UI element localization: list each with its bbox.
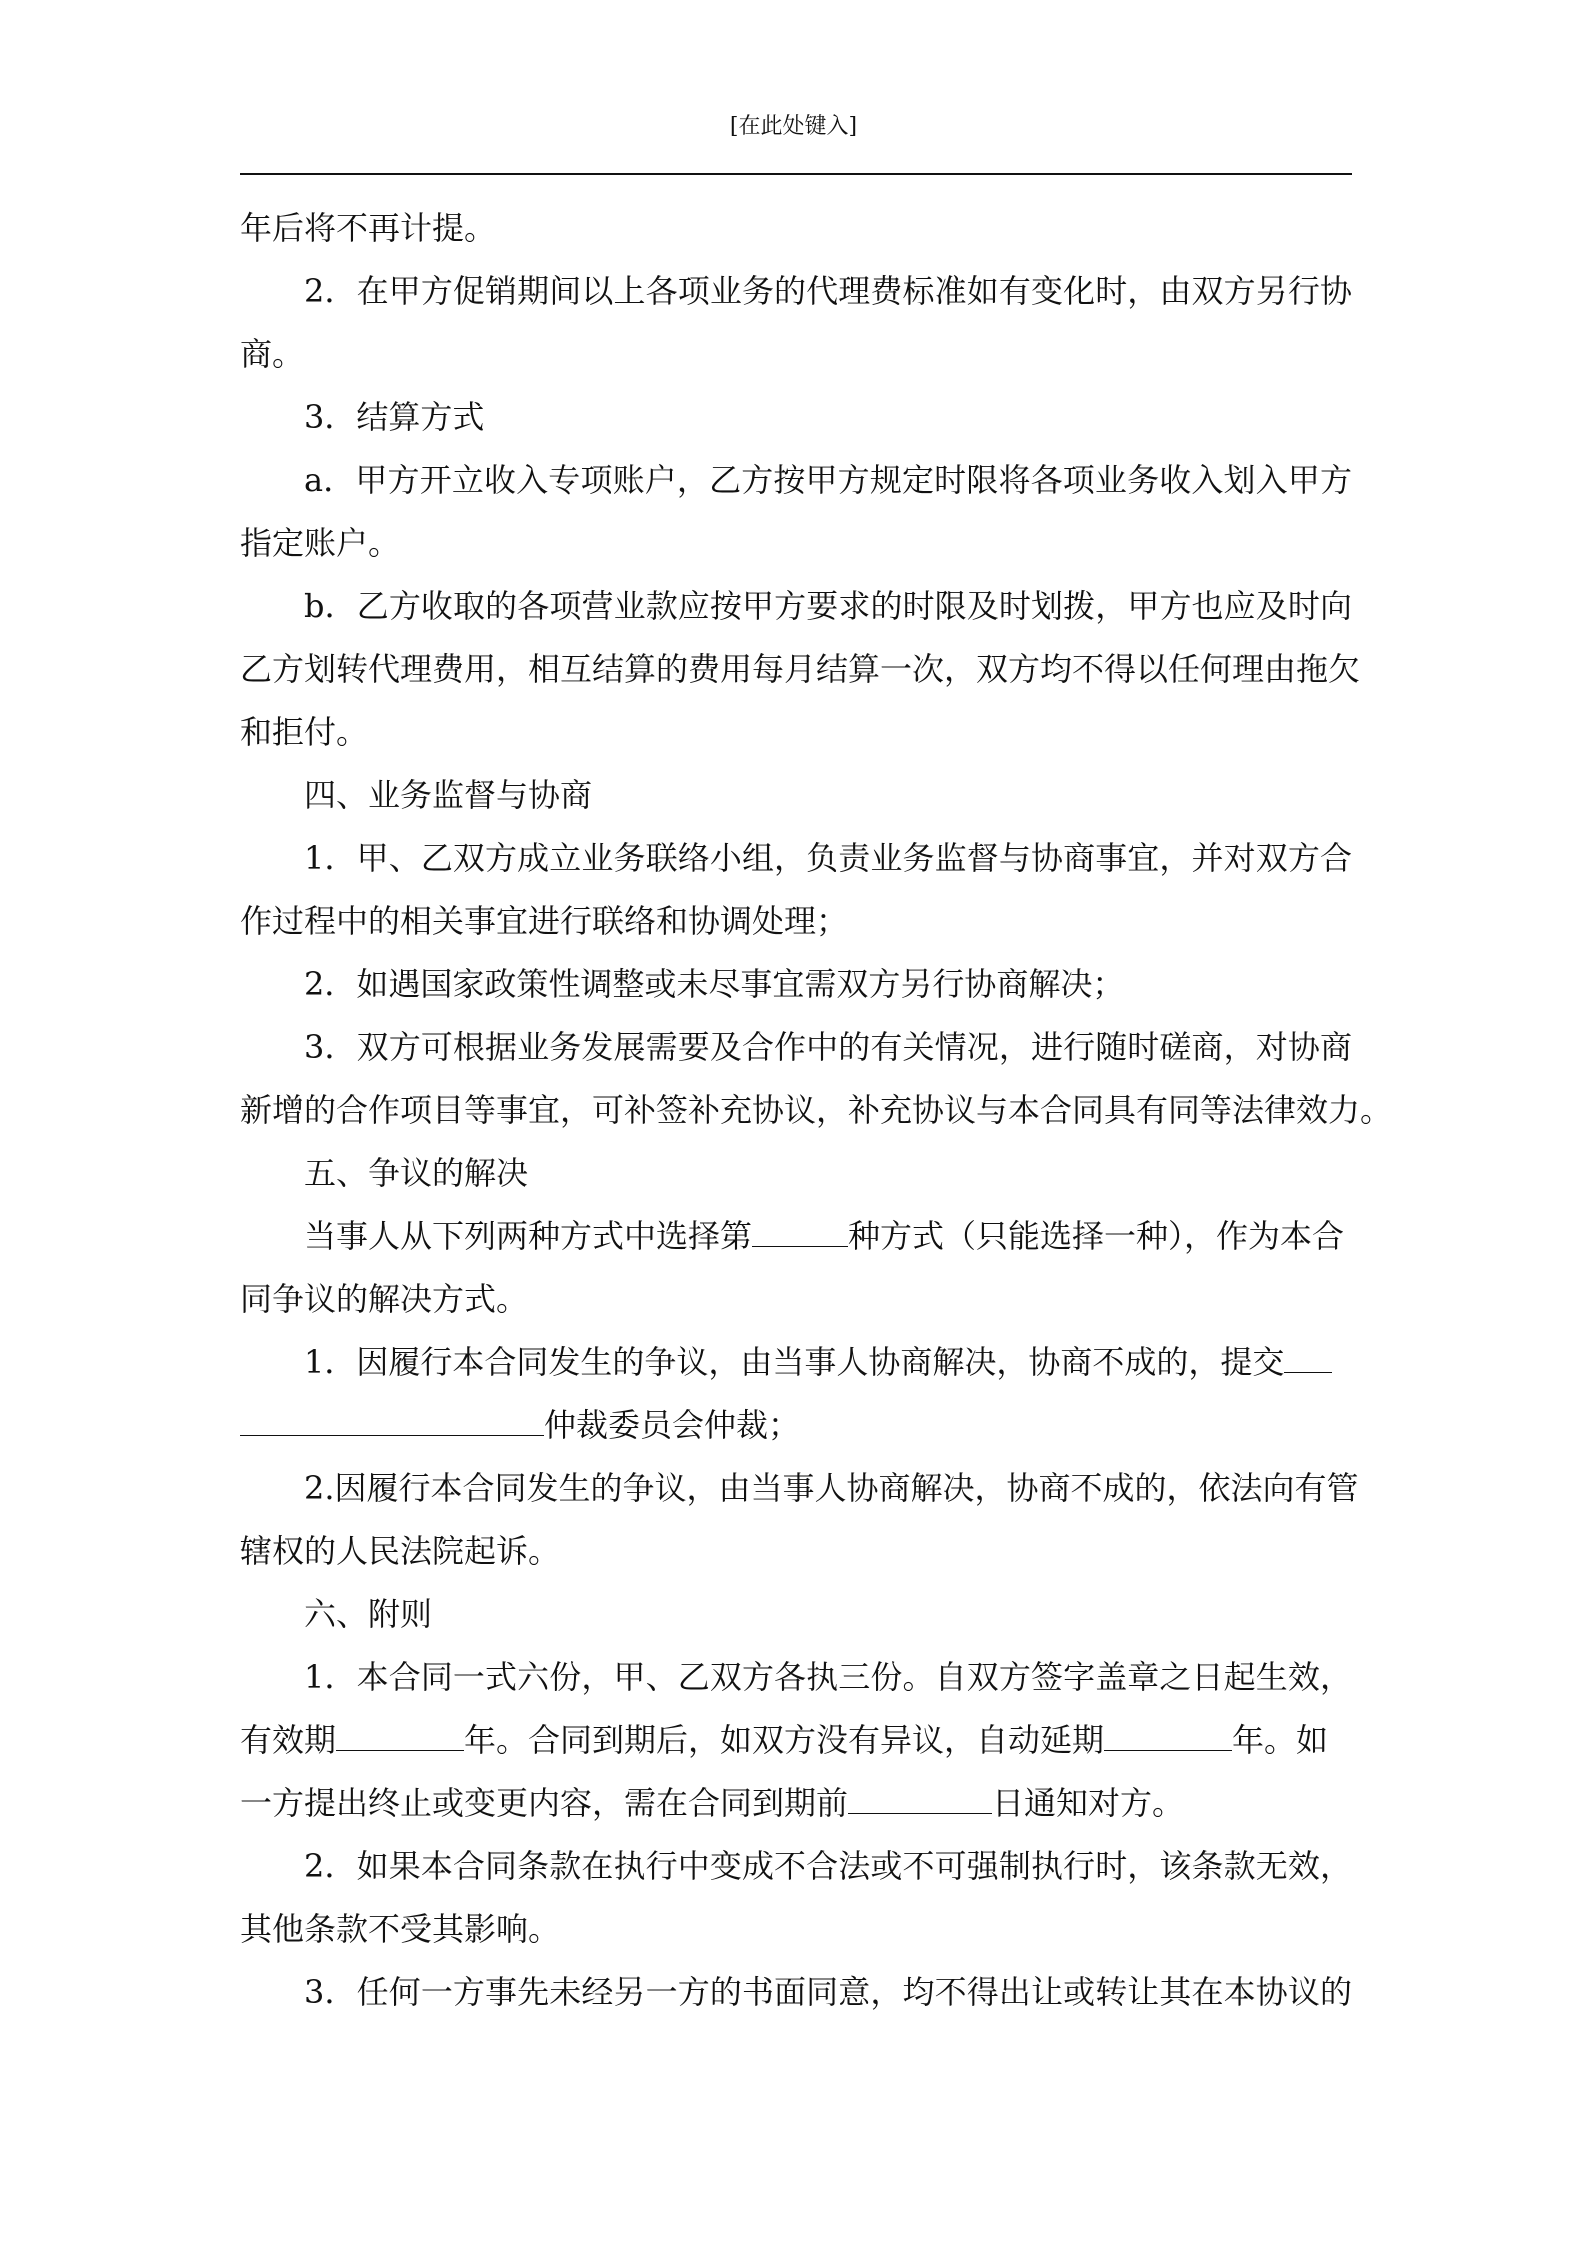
body-line: 同争议的解决方式。 [240,1280,529,1318]
body-line: 新增的合作项目等事宜，可补签补充协议，补充协议与本合同具有同等法律效力。 [240,1091,1393,1129]
body-line: 2．如遇国家政策性调整或未尽事宜需双方另行协商解决； [304,965,1125,1003]
line-text: 当事人从下列两种方式中选择第 [304,1217,753,1255]
blank-field [240,1405,544,1436]
section-heading: 五、争议的解决 [304,1154,529,1192]
blank-field [336,1720,464,1751]
body-line: 3．结算方式 [304,398,485,436]
line-text: 有效期 [240,1721,337,1759]
header-rule [240,173,1352,175]
body-line [240,1783,1352,1823]
body-line: 2.因履行本合同发生的争议，由当事人协商解决，协商不成的，依法向有管 [304,1469,1359,1507]
line-text: 种方式（只能选择一种），作为本合 [848,1217,1345,1255]
line-text: 日通知对方。 [992,1784,1185,1822]
body-line: 2．在甲方促销期间以上各项业务的代理费标准如有变化时，由双方另行协 [304,272,1352,310]
line-text: 仲裁委员会仲裁； [544,1406,801,1444]
blank-field [1284,1342,1332,1373]
body-line [304,1342,1352,1382]
body-line: 其他条款不受其影响。 [240,1910,561,1948]
body-line [304,1216,1352,1256]
body-line: 3．双方可根据业务发展需要及合作中的有关情况，进行随时磋商，对协商 [304,1028,1352,1066]
blank-field [752,1216,848,1247]
body-line: 商。 [240,335,305,373]
body-line: 年后将不再计提。 [240,209,497,247]
body-line: a．甲方开立收入专项账户，乙方按甲方规定时限将各项业务收入划入甲方 [304,461,1352,499]
body-line: 3．任何一方事先未经另一方的书面同意，均不得出让或转让其在本协议的 [304,1973,1352,2011]
body-line: 辖权的人民法院起诉。 [240,1532,561,1570]
page-header: [在此处键入] [729,114,858,139]
line-text: 年。合同到期后，如双方没有异议，自动延期 [464,1721,1105,1759]
body-line: 2．如果本合同条款在执行中变成不合法或不可强制执行时，该条款无效， [304,1847,1352,1885]
line-text: 1．因履行本合同发生的争议，由当事人协商解决，协商不成的，提交 [304,1343,1285,1381]
body-line: 乙方划转代理费用，相互结算的费用每月结算一次，双方均不得以任何理由拖欠 [240,650,1361,688]
body-line: 1．本合同一式六份，甲、乙双方各执三份。自双方签字盖章之日起生效， [304,1658,1352,1696]
body-line: 作过程中的相关事宜进行联络和协调处理； [240,902,849,940]
body-line: 1．甲、乙双方成立业务联络小组，负责业务监督与协商事宜，并对双方合 [304,839,1352,877]
section-heading: 四、业务监督与协商 [304,776,593,814]
line-text: 一方提出终止或变更内容，需在合同到期前 [240,1784,849,1822]
line-text: 年。如 [1232,1721,1329,1759]
body-line [240,1720,1352,1760]
body-line: 指定账户。 [240,524,401,562]
body-line: 和拒付。 [240,713,369,751]
body-line [240,1405,1352,1445]
blank-field [1104,1720,1232,1751]
section-heading: 六、附则 [304,1595,433,1633]
body-line: b．乙方收取的各项营业款应按甲方要求的时限及时划拨，甲方也应及时向 [304,587,1352,625]
blank-field [848,1783,992,1814]
